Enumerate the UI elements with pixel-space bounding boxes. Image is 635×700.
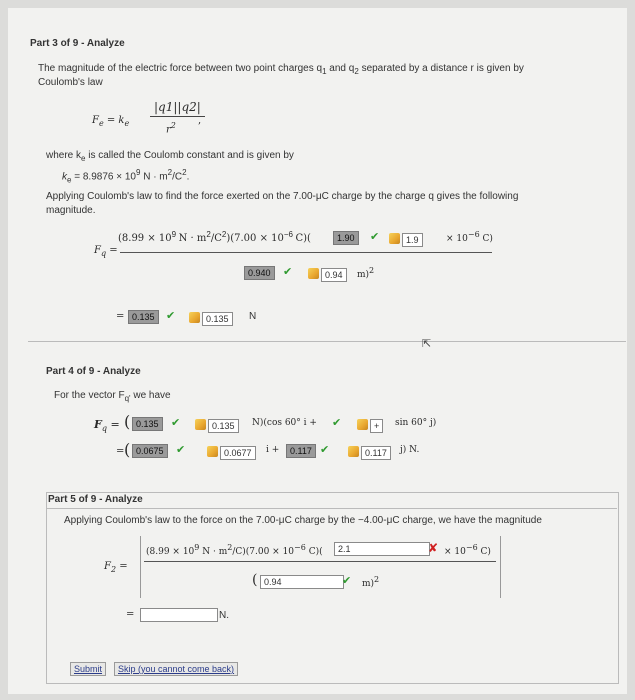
pencil-icon [189, 312, 200, 323]
check-icon: ✔ [283, 266, 293, 278]
part5-intro: Applying Coulomb's law to the force on the 7.00-μC charge by the −4.00-μC charge, we have the magnitude [64, 515, 542, 526]
force-input[interactable] [140, 608, 218, 622]
j-n: j) N. [400, 445, 420, 455]
fy-correct-value: 0.117 [286, 444, 316, 458]
charge-q-correct-value: 1.90 [333, 231, 359, 245]
skip-button[interactable]: Skip (you cannot come back) [114, 662, 238, 676]
vec-unit-cos: N)(cos 60° i + [252, 418, 317, 428]
pencil-icon [308, 268, 319, 279]
force-answer[interactable]: 0.135 [189, 309, 233, 327]
part4-intro: For the vector $F_{q'}$ we have [54, 390, 171, 403]
part3-header: Part 3 of 9 - Analyze [30, 38, 125, 49]
x-icon: ✘ [428, 541, 439, 555]
page [8, 8, 627, 694]
cursor-icon: ⇱ [422, 338, 432, 350]
law-comma: , [198, 115, 202, 126]
check-icon: ✔ [332, 417, 342, 429]
f2-den-m: m)$^2$ [362, 575, 380, 589]
f2-lhs: $F_2$ = [104, 561, 128, 574]
fq-numerator: ($8.99 \times 10^9$ $N \cdot m^2/C^2)(7.00 \times 10^{-6}$ C)( [118, 230, 311, 244]
apply-line1: Applying Coulomb's law to find the force exerted on the 7.00-μC charge by the charge q gives the following [46, 191, 519, 202]
vec-mag-answer[interactable]: 0.135 [195, 416, 239, 434]
distance-correct-value: 0.940 [244, 266, 275, 280]
force-unit: N [249, 311, 257, 322]
where-text: where $k_e$ is called the Coulomb constant and is given by [46, 150, 294, 163]
part4-header: Part 4 of 9 - Analyze [46, 366, 141, 377]
vec-op-answer[interactable]: + [357, 416, 383, 434]
law-numerator: |q1||q2| [150, 100, 205, 117]
check-icon: ✔ [166, 310, 176, 322]
f2-res-eq: = [126, 609, 135, 620]
fq-lhs: $F_q$ = [94, 245, 118, 258]
check-icon: ✔ [171, 417, 181, 429]
res-eq: = [116, 311, 125, 322]
charge-input[interactable]: 2.1 [334, 542, 430, 556]
check-icon: ✔ [342, 575, 352, 587]
f2-unit: N. [219, 610, 229, 621]
vec-mag-correct-value: 0.135 [132, 417, 163, 431]
fy-answer[interactable]: 0.117 [348, 443, 391, 461]
pencil-icon [348, 446, 359, 457]
part3-intro-line2: Coulomb's law [38, 77, 103, 88]
fx-answer[interactable]: 0.0677 [207, 443, 256, 461]
vec-lhs: $F_q$ = [94, 418, 120, 434]
vec-sin: sin 60° j) [395, 418, 437, 428]
part5-header: Part 5 of 9 - Analyze [48, 494, 143, 505]
den-paren: ( [252, 572, 258, 588]
submit-button[interactable]: Submit [70, 662, 106, 676]
check-icon: ✔ [370, 231, 380, 243]
law-lhs: $F_e = k_e$ [92, 115, 130, 128]
apply-line2: magnitude. [46, 205, 96, 216]
fq-num-tail: × $10^{-6}$ C) [446, 230, 493, 244]
pencil-icon [195, 419, 206, 430]
f2-numerator: ($8.99 \times 10^9$ $N \cdot m^2/C)(7.00 \times 10^{-6}$ C)( [146, 543, 323, 557]
pencil-icon [207, 446, 218, 457]
distance-input[interactable]: 0.94 [260, 575, 344, 589]
check-icon: ✔ [176, 444, 186, 456]
i-plus: i + [266, 445, 280, 455]
distance-answer[interactable]: 0.94 [308, 265, 347, 283]
law-denominator: $r^2$ [166, 121, 176, 136]
force-correct-value: 0.135 [128, 310, 159, 324]
pencil-icon [389, 233, 400, 244]
f2-num-tail: × $10^{-6}$ C) [444, 543, 491, 557]
ke-value: $k_e = 8.9876 \times 10^9$ $N \cdot m^2/C^2$. [62, 168, 190, 185]
divider [28, 341, 626, 342]
part3-intro-line1: The magnitude of the electric force between two point charges $q_1$ and $q_2$ separated by a distance r is given by [38, 63, 524, 76]
paren2: ( [124, 440, 131, 459]
pencil-icon [357, 419, 368, 430]
paren: ( [124, 412, 131, 431]
check-icon: ✔ [320, 444, 330, 456]
eq2: = [116, 446, 125, 457]
fx-correct-value: 0.0675 [132, 444, 168, 458]
den-m: m)$^2$ [357, 266, 375, 280]
charge-q-answer[interactable]: 1.9 [389, 230, 423, 248]
